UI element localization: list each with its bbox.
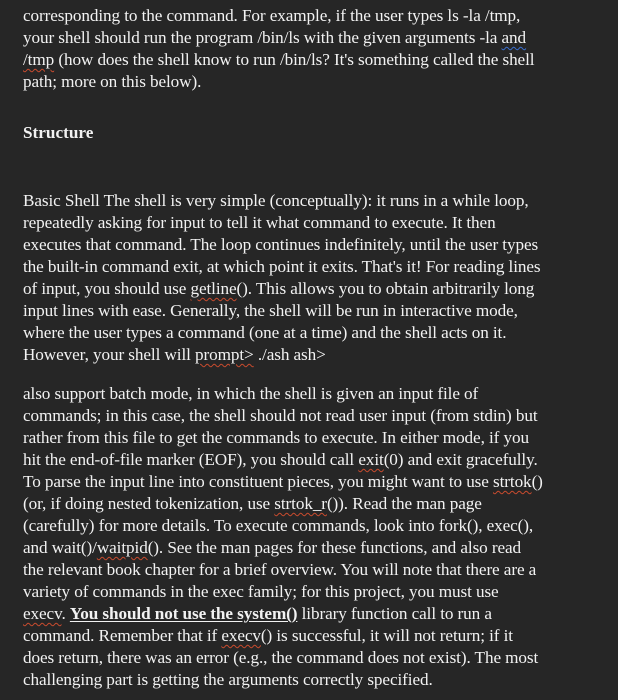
text-line: the built-in command exit, at which point it exits. That's it! For reading lines [23, 257, 541, 276]
text-line: path; more on this below). [23, 72, 202, 91]
text-line: However, your shell will prompt> ./ash ash> [23, 345, 326, 364]
text-line: rather from this file to get the commands to execute. In either mode, if you [23, 428, 529, 447]
text-line: repeatedly asking for input to tell it what command to execute. It then [23, 213, 496, 232]
text-line: of input, you should use getline(). This allows you to obtain arbitrarily long [23, 279, 535, 298]
text-line: To parse the input line into constituent pieces, you might want to use strtok() [23, 472, 543, 491]
spelling-flag[interactable]: getline [190, 279, 237, 298]
spelling-flag[interactable]: waitpid [96, 538, 148, 557]
spelling-flag[interactable]: execv [221, 626, 261, 645]
spelling-flag[interactable]: execv [23, 604, 62, 623]
basic-shell-paragraph [23, 190, 612, 366]
text-line: commands; in this case, the shell should not read user input (from stdin) but [23, 406, 538, 425]
text-line: where the user types a command (one at a time) and the shell acts on it. [23, 323, 507, 342]
text-line: variety of commands in the exec family; for this project, you must use [23, 582, 499, 601]
text-line: executes that command. The loop continues indefinitely, until the user types [23, 235, 539, 254]
batch-mode-paragraph [23, 383, 612, 691]
text-line: input lines with ease. Generally, the shell will be run in interactive mode, [23, 301, 518, 320]
text-line: /tmp (how does the shell know to run /bin/ls? It's something called the shell [23, 50, 535, 69]
text-line: also support batch mode, in which the shell is given an input file of [23, 384, 479, 403]
grammar-flag[interactable]: and [501, 28, 527, 47]
text-line: command. Remember that if execv() is successful, it will not return; if it [23, 626, 513, 645]
intro-paragraph [23, 5, 612, 93]
text-line: does return, there was an error (e.g., the command does not exist). The most [23, 648, 539, 667]
text-line: challenging part is getting the arguments correctly specified. [23, 670, 433, 689]
spelling-flag[interactable]: strtok_r [274, 494, 327, 513]
text-line: your shell should run the program /bin/ls with the given arguments -la and [23, 28, 527, 47]
emphasis-warning: You should not use the system() [69, 604, 298, 623]
text-line: hit the end-of-file marker (EOF), you should call exit(0) and exit gracefully. [23, 450, 538, 469]
section-heading: Structure [23, 123, 94, 142]
spelling-flag[interactable]: /tmp [23, 50, 55, 69]
text-line: execv. You should not use the system() library function call to run a [23, 604, 492, 623]
text-line: Basic Shell The shell is very simple (conceptually): it runs in a while loop, [23, 191, 529, 210]
text-line: corresponding to the command. For example, if the user types ls -la /tmp, [23, 6, 521, 25]
text-line: the relevant book chapter for a brief overview. You will note that there are a [23, 560, 537, 579]
text-line: (or, if doing nested tokenization, use strtok_r()). Read the man page [23, 494, 482, 513]
text-line: (carefully) for more details. To execute commands, look into fork(), exec(), [23, 516, 534, 535]
spelling-flag[interactable]: strtok [493, 472, 532, 491]
spelling-flag[interactable]: prompt> [195, 345, 254, 364]
text-line: and wait()/waitpid(). See the man pages for these functions, and also read [23, 538, 522, 557]
spelling-flag[interactable]: exit [358, 450, 384, 469]
